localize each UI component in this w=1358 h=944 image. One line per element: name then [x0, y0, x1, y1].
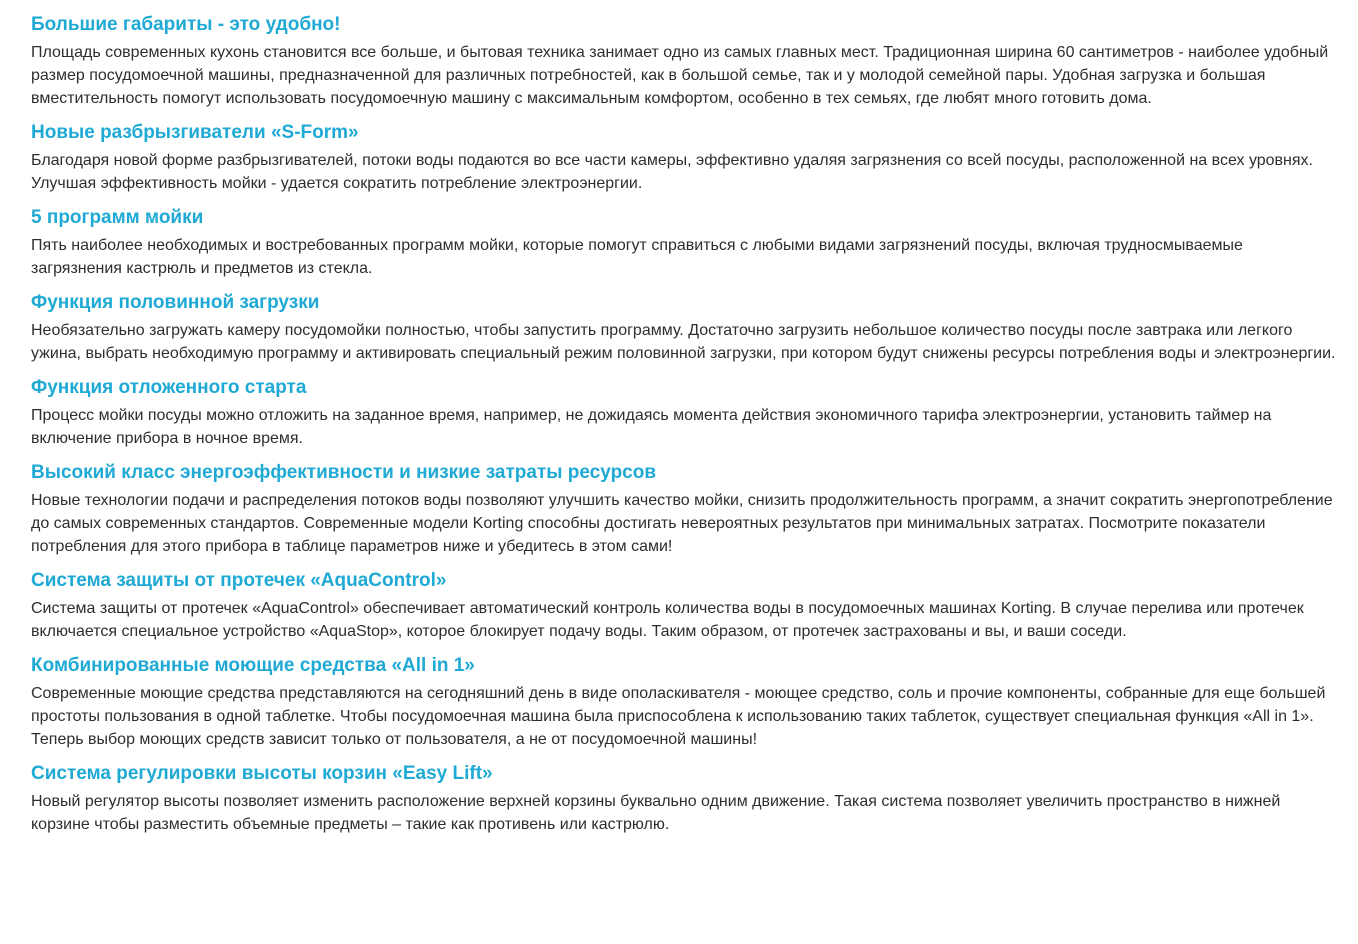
section-text: Благодаря новой форме разбрызгивателей, потоки воды подаются во все части камеры, эффективно удаляя загрязнения со всей посуды, расположенной на всех уровнях. Улучшая эффективность мойки - удается сократить потребление электроэнергии.: [31, 152, 1313, 192]
feature-section: [31, 375, 1338, 450]
section-text: Необязательно загружать камеру посудомойки полностью, чтобы запустить программу. Достаточно загрузить небольшое количество посуды после завтрака или легкого ужина, выбрать необходимую программу и активировать специальный режим половинной загрузки, при котором будут снижены ресурсы потребления воды и электроэнергии.: [31, 322, 1336, 362]
section-title: Система регулировки высоты корзин «Easy Lift»: [31, 763, 493, 784]
section-title: Новые разбрызгиватели «S-Form»: [31, 122, 359, 143]
section-text: Система защиты от протечек «AquaControl» обеспечивает автоматический контроль количества воды в посудомоечных машинах Korting. В случае перелива или протечек включается специальное устройство «AquaStop», которое блокирует подачу воды. Таким образом, от протечек застрахованы и вы, и ваши соседи.: [31, 600, 1304, 640]
section-title: 5 программ мойки: [31, 207, 204, 228]
feature-section: [31, 653, 1338, 751]
section-title: Большие габариты - это удобно!: [31, 14, 341, 35]
section-title: Комбинированные моющие средства «All in 1»: [31, 655, 475, 676]
section-text: Площадь современных кухонь становится все больше, и бытовая техника занимает одно из самых главных мест. Традиционная ширина 60 сантиметров - наиболее удобный размер посудомоечной машины, предназначенной для различных потребностей, как в большой семье, так и у молодой семейной пары. Удобная загрузка и большая вместительность помогут использовать посудомоечную машину с максимальным комфортом, особенно в тех семьях, где любят много готовить дома.: [31, 44, 1329, 107]
feature-section: [31, 290, 1338, 365]
feature-section: [31, 460, 1338, 558]
feature-section: [31, 568, 1338, 643]
section-title: Функция половинной загрузки: [31, 292, 320, 313]
feature-section: [31, 761, 1338, 836]
section-text: Пять наиболее необходимых и востребованных программ мойки, которые помогут справиться с любыми видами загрязнений посуды, включая трудносмываемые загрязнения кастрюль и предметов из стекла.: [31, 237, 1243, 277]
section-title: Функция отложенного старта: [31, 377, 307, 398]
feature-section: [31, 12, 1338, 110]
section-text: Новый регулятор высоты позволяет изменить расположение верхней корзины буквально одним движение. Такая система позволяет увеличить пространство в нижней корзине чтобы разместить объемные предметы – такие как противень или кастрюлю.: [31, 793, 1281, 833]
section-text: Новые технологии подачи и распределения потоков воды позволяют улучшить качество мойки, снизить продолжительность программ, а значит сократить энергопотребление до самых современных стандартов. Современные модели Korting способны достигать невероятных результатов при минимальных затратах. Посмотрите показатели потребления для этого прибора в таблице параметров ниже и убедитесь в этом сами!: [31, 492, 1333, 555]
feature-section: [31, 205, 1338, 280]
section-title: Система защиты от протечек «AquaControl»: [31, 570, 447, 591]
section-text: Процесс мойки посуды можно отложить на заданное время, например, не дожидаясь момента действия экономичного тарифа электроэнергии, установить таймер на включение прибора в ночное время.: [31, 407, 1272, 447]
feature-section: [31, 120, 1338, 195]
section-title: Высокий класс энергоэффективности и низкие затраты ресурсов: [31, 462, 657, 483]
section-text: Современные моющие средства представляются на сегодняшний день в виде ополаскивателя - моющее средство, соль и прочие компоненты, собранные для еще большей простоты пользования в одной таблетке. Чтобы посудомоечная машина была приспособлена к использованию таких таблеток, существует специальная функция «All in 1». Теперь выбор моющих средств зависит только от пользователя, а не от посудомоечной машины!: [31, 685, 1326, 748]
